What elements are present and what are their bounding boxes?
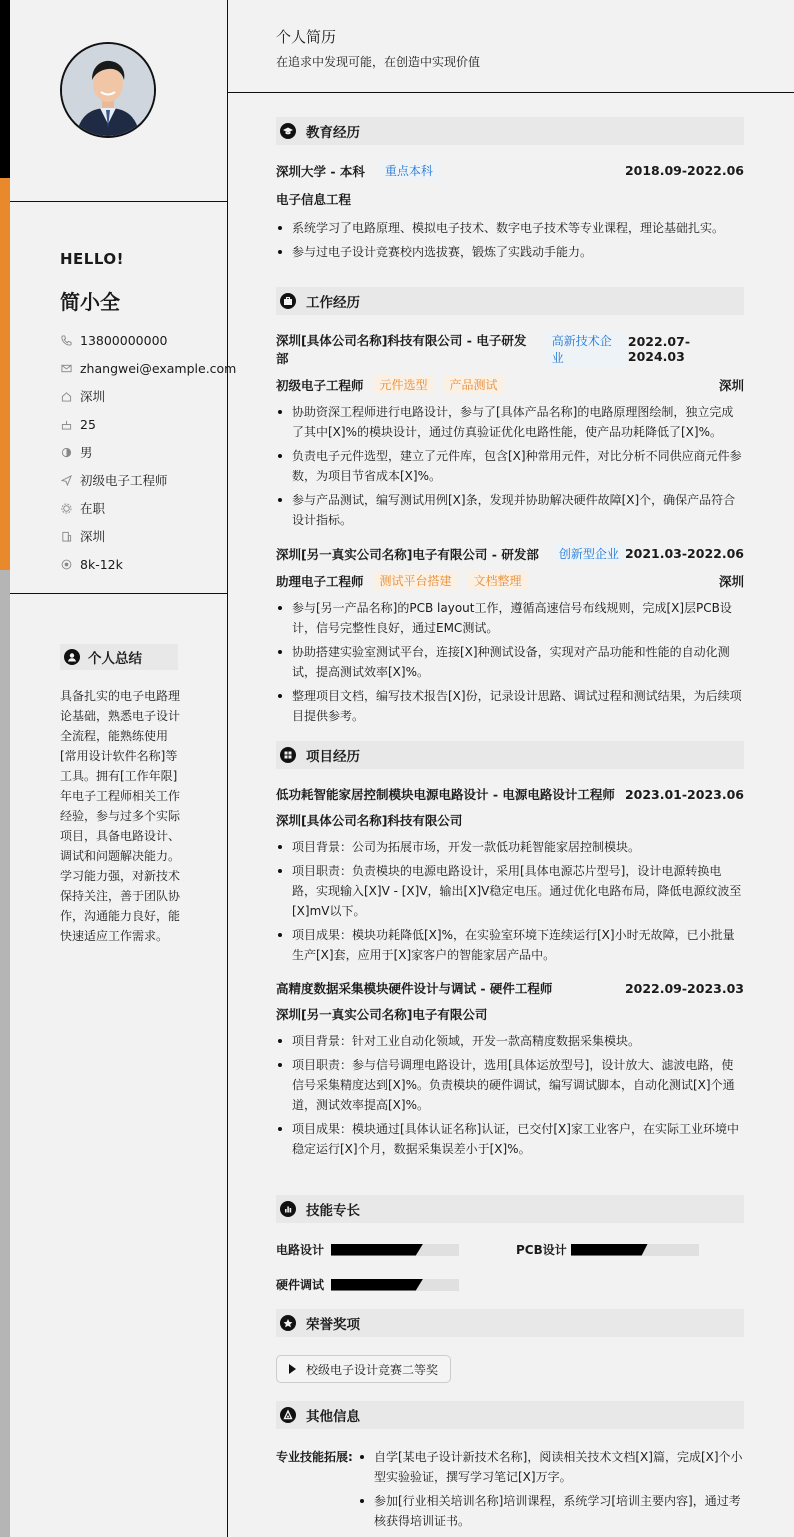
awards-section	[276, 1309, 744, 1383]
info-age-value: 25	[80, 416, 96, 432]
play-triangle-icon	[289, 1364, 296, 1374]
project-2-name: 高精度数据采集模块硬件设计与调试 - 硬件工程师	[276, 981, 553, 996]
gender-icon	[60, 446, 72, 458]
job-1-bullets	[276, 402, 744, 530]
info-position	[60, 466, 236, 494]
list-item: 自学[某电子设计新技术名称]，阅读相关技术文档[X]篇，完成[X]个小型实验验证，撰写学习笔记[X]万字。	[358, 1447, 744, 1487]
list-item: 协助资深工程师进行电路设计，参与了[具体产品名称]的电路原理图绘制，独立完成了其中[X]%的模块设计，通过仿真验证优化电路性能，使产品功耗降低了[X]%。	[276, 402, 744, 442]
info-location-value: 深圳	[80, 389, 106, 404]
job-2-company-tag: 创新型企业	[553, 544, 625, 563]
project-2-date: 2022.09-2023.03	[624, 980, 744, 996]
home-icon	[60, 390, 72, 402]
header-divider	[228, 92, 794, 93]
sidebar	[10, 0, 237, 1537]
work-title: 工作经历	[306, 295, 360, 311]
job-2-skill-tag: 文档整理	[468, 571, 528, 590]
send-icon	[60, 474, 72, 486]
page-title: 个人简历	[276, 28, 337, 46]
info-work-city-value: 深圳	[80, 529, 106, 544]
info-salary	[60, 550, 236, 578]
main-content	[228, 0, 794, 1537]
project-1-company-row	[276, 811, 744, 829]
skill-name: 硬件调试	[276, 1278, 325, 1292]
contact-info-list	[60, 326, 236, 578]
other-content	[276, 1447, 744, 1535]
user-icon	[64, 649, 80, 665]
info-status	[60, 494, 236, 522]
list-item: 系统学习了电路原理、模拟电子技术、数字电子技术等专业课程，理论基础扎实。	[276, 218, 744, 238]
award-item[interactable]	[276, 1355, 451, 1383]
list-item: 参加[行业相关培训名称]培训课程，系统学习[培训主要内容]，通过考核获得培训证书。	[358, 1491, 744, 1531]
color-strip-orange	[0, 178, 10, 570]
list-item: 协助搭建实验室测试平台，连接[X]种测试设备，实现对产品功能和性能的自动化测试，提高测试效率[X]%。	[276, 642, 744, 682]
skill-item	[516, 1241, 744, 1258]
education-date: 2018.09-2022.06	[624, 163, 744, 178]
info-phone-value: 13800000000	[80, 332, 168, 348]
skills-grid	[276, 1241, 744, 1293]
school-name: 深圳大学 - 本科	[276, 163, 365, 179]
medal-icon	[280, 1315, 296, 1331]
info-age	[60, 410, 236, 438]
skill-item	[276, 1276, 516, 1293]
project-1-row	[276, 785, 744, 803]
info-email-value[interactable]: zhangwei@example.com	[80, 360, 237, 376]
briefcase-icon	[280, 293, 296, 309]
work-heading	[276, 287, 744, 315]
job-2-role: 助理电子工程师	[276, 573, 364, 589]
skills-title: 技能专长	[306, 1203, 360, 1219]
info-icon	[280, 1407, 296, 1423]
job-2-bullets	[276, 598, 744, 726]
job-2-company: 深圳[另一真实公司名称]电子有限公司 - 研发部	[276, 546, 539, 562]
list-item: 负责电子元件选型，建立了元件库，包含[X]种常用元件，对比分析不同供应商元件参数，为项目节省成本[X]%。	[276, 446, 744, 486]
avatar-portrait-icon	[62, 44, 154, 136]
skill-bar	[571, 1244, 699, 1256]
skill-bar	[331, 1279, 459, 1291]
avatar	[60, 42, 156, 138]
work-section	[276, 287, 744, 730]
other-bullets	[358, 1447, 744, 1535]
education-row	[276, 161, 744, 180]
project-1-bullets	[276, 837, 744, 965]
building-icon	[60, 530, 72, 542]
list-item: 整理项目文档，编写技术报告[X]份，记录设计思路、调试过程和测试结果，为后续项目提供参考。	[276, 686, 744, 726]
skill-name: 电路设计	[276, 1243, 325, 1257]
bar-chart-icon	[280, 1201, 296, 1217]
job-2-city: 深圳	[718, 573, 744, 589]
list-item: 项目背景：公司为拓展市场，开发一款低功耗智能家居控制模块。	[276, 837, 744, 857]
skill-name: PCB设计	[516, 1243, 567, 1257]
major-name: 电子信息工程	[276, 192, 352, 207]
project-1-name: 低功耗智能家居控制模块电源电路设计 - 电源电路设计工程师	[276, 787, 615, 802]
education-bullets	[276, 218, 744, 262]
education-heading	[276, 117, 744, 145]
info-position-value: 初级电子工程师	[80, 473, 168, 488]
projects-title: 项目经历	[306, 749, 360, 765]
color-strip-black	[0, 0, 10, 178]
job-1-skill-tag: 产品测试	[444, 375, 504, 394]
other-heading	[276, 1401, 744, 1429]
grid-icon	[280, 747, 296, 763]
other-label: 专业技能拓展:	[276, 1450, 353, 1464]
job-1-company-tag: 高新技术企业	[546, 331, 628, 367]
mail-icon	[60, 362, 72, 374]
info-phone	[60, 326, 236, 354]
job-1-company: 深圳[具体公司名称]科技有限公司 - 电子研发部	[276, 333, 527, 366]
awards-title: 荣誉奖项	[306, 1317, 360, 1333]
awards-heading	[276, 1309, 744, 1337]
list-item: 参与过电子设计竞赛校内选拔赛，锻炼了实践动手能力。	[276, 242, 744, 262]
job-2-skill-tag: 测试平台搭建	[374, 571, 458, 590]
project-1-date: 2023.01-2023.06	[624, 786, 744, 802]
person-name: 简小全	[60, 290, 120, 314]
gear-icon	[60, 502, 72, 514]
job-1-date: 2022.07-2024.03	[627, 334, 691, 364]
list-item: 参与产品测试，编写测试用例[X]条，发现并协助解决硬件故障[X]个，确保产品符合设计指标。	[276, 490, 744, 530]
summary-text: 具备扎实的电子电路理论基础，熟悉电子设计全流程，能熟练使用[常用设计软件名称]等工具。拥有[工作年限]年电子工程师相关工作经验，参与过多个实际项目，具备电路设计、调试和问题解决能力。学习能力强，对新技术保持关注，善于团队协作，沟通能力良好，能快速适应工作需求。	[60, 689, 181, 943]
education-title: 教育经历	[306, 125, 360, 141]
page-subtitle: 在追求中发现可能，在创造中实现价值	[276, 55, 481, 69]
projects-section	[276, 741, 744, 1163]
list-item: 参与[另一产品名称]的PCB layout工作，遵循高速信号布线规则，完成[X]层PCB设计，信号完整性良好，通过EMC测试。	[276, 598, 744, 638]
job-2-role-row	[276, 571, 744, 590]
job-1-row	[276, 331, 744, 367]
skill-bar-fill	[331, 1279, 423, 1291]
other-section	[276, 1401, 744, 1535]
job-1-skill-tag: 元件选型	[374, 375, 434, 394]
skill-item	[276, 1241, 516, 1258]
info-email	[60, 354, 236, 382]
list-item: 项目职责：参与信号调理电路设计，选用[具体运放型号]，设计放大、滤波电路，使信号采集精度达到[X]%。负责模块的硬件调试，编写调试脚本，自动化测试[X]个通道，测试效率提高[X]%。	[276, 1055, 744, 1115]
job-1-role-row	[276, 375, 744, 394]
other-title: 其他信息	[306, 1409, 360, 1425]
info-location	[60, 382, 236, 410]
list-item: 项目背景：针对工业自动化领域，开发一款高精度数据采集模块。	[276, 1031, 744, 1051]
info-work-city	[60, 522, 236, 550]
sidebar-divider-top	[10, 201, 228, 202]
project-2-company-row	[276, 1005, 744, 1023]
summary-title: 个人总结	[88, 651, 142, 667]
project-1-company: 深圳[具体公司名称]科技有限公司	[276, 813, 463, 828]
job-1-role: 初级电子工程师	[276, 377, 364, 393]
job-2-row	[276, 544, 744, 563]
projects-heading	[276, 741, 744, 769]
list-item: 项目成果：模块通过[具体认证名称]认证，已交付[X]家工业客户，在实际工业环境中稳定运行[X]个月，数据采集误差小于[X]%。	[276, 1119, 744, 1159]
project-2-company: 深圳[另一真实公司名称]电子有限公司	[276, 1007, 488, 1022]
list-item: 项目职责：负责模块的电源电路设计，采用[具体电源芯片型号]，设计电源转换电路，实现输入[X]V - [X]V，输出[X]V稳定电压。通过优化电路布局，降低电源纹波至[X]mV以下。	[276, 861, 744, 921]
skill-bar-fill	[331, 1244, 423, 1256]
list-item: 项目成果：模块功耗降低[X]%，在实验室环境下连续运行[X]小时无故障，已小批量生产[X]套，应用于[X]家客户的智能家居产品中。	[276, 925, 744, 965]
major-row	[276, 190, 744, 208]
job-1-city: 深圳	[718, 377, 744, 393]
info-status-value: 在职	[80, 501, 106, 516]
color-strip-gray	[0, 570, 10, 1537]
award-label: 校级电子设计竞赛二等奖	[306, 1362, 439, 1377]
hello-heading: HELLO!	[60, 250, 124, 268]
graduation-cap-icon	[280, 123, 296, 139]
skills-section	[276, 1195, 744, 1293]
cake-icon	[60, 418, 72, 430]
job-2-date: 2021.03-2022.06	[624, 546, 744, 561]
phone-icon	[60, 334, 72, 346]
info-salary-value: 8k-12k	[80, 556, 123, 572]
resume-header	[276, 26, 480, 70]
school-tag: 重点本科	[379, 161, 439, 180]
project-2-row	[276, 979, 744, 997]
skills-heading	[276, 1195, 744, 1223]
skill-bar-fill	[571, 1244, 648, 1256]
sidebar-divider-bottom	[10, 593, 228, 594]
info-gender-value: 男	[80, 445, 93, 460]
money-icon	[60, 558, 72, 570]
skill-bar	[331, 1244, 459, 1256]
project-2-bullets	[276, 1031, 744, 1159]
education-section	[276, 117, 744, 266]
summary-heading	[60, 644, 178, 670]
info-gender	[60, 438, 236, 466]
